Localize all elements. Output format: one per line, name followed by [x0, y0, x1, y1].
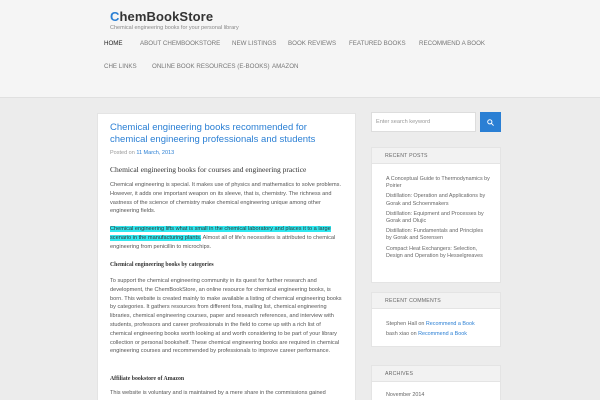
post-title[interactable]: Chemical engineering books recommended for chemical engineering professionals and students — [110, 122, 316, 145]
recent-post-link[interactable]: A Conceptual Guide to Thermodynamics by Poirier — [386, 176, 490, 190]
nav-home[interactable]: HOME — [104, 40, 123, 47]
nav-online-book-resources[interactable]: ONLINE BOOK RESOURCES (E-BOOKS) — [152, 63, 270, 70]
recent-post-link[interactable]: Compact Heat Exchangers: Selection, Design and Operation by Hesselgreaves — [386, 245, 483, 259]
recent-comment: bash xiao on Recommend a Book — [386, 331, 467, 338]
recent-posts-widget — [371, 147, 501, 283]
recent-post-link[interactable]: Distillation: Equipment and Processes by Gorak and Olujic — [386, 210, 484, 225]
nav-che-links[interactable]: CHE LINKS — [104, 63, 137, 70]
search-input[interactable] — [371, 112, 476, 132]
nav-amazon[interactable]: AMAZON — [272, 63, 299, 70]
recent-comments-widget — [371, 292, 501, 347]
highlighted-text: Chemical engineering lifts what is small in the chemical laboratory and places it to a large scenario in the manufacturing plants. — [110, 226, 331, 241]
site-header — [0, 0, 600, 98]
post-heading: Chemical engineering books for courses and engineering practice — [110, 165, 307, 174]
post-paragraph-2-rest: Almost all of life's necessities is attributed to chemical engineering from penicillin to microchips. — [110, 234, 336, 250]
recent-comment: Stephen Hall on Recommend a Book — [386, 321, 475, 327]
search-icon — [487, 119, 494, 126]
recent-post-link[interactable]: Distillation: Operation and Applications by Gorak and Schoenmakers — [386, 193, 486, 207]
post-date-value[interactable]: 11 March, 2013 — [136, 150, 175, 156]
post-paragraph-2 — [110, 225, 344, 251]
archives-widget — [371, 365, 501, 400]
post-date — [110, 150, 174, 156]
nav-book-reviews[interactable]: BOOK REVIEWS — [288, 40, 337, 47]
logo-first-letter[interactable]: C — [110, 9, 120, 24]
section-heading-affiliate: Affiliate bookstore of Amazon — [110, 376, 185, 382]
comment-post-link[interactable]: Recommend a Book — [425, 321, 475, 327]
archives-title: ARCHIVES — [372, 366, 500, 382]
recent-comments-title: RECENT COMMENTS — [372, 293, 500, 309]
nav-new-listings[interactable]: NEW LISTINGS — [232, 40, 277, 47]
nav-featured-books[interactable]: FEATURED BOOKS — [349, 40, 406, 47]
comment-post-link[interactable]: Recommend a Book — [418, 331, 467, 338]
comment-author[interactable]: bash xiao — [386, 331, 410, 338]
recent-posts-title: RECENT POSTS — [372, 148, 500, 164]
site-tagline: Chemical engineering books for your personal library — [110, 25, 239, 31]
nav-recommend-a-book[interactable]: RECOMMEND A BOOK — [419, 40, 486, 47]
search-button[interactable] — [480, 112, 501, 132]
archive-link[interactable]: November 2014 — [386, 392, 425, 398]
post-article — [97, 113, 356, 400]
site-logo[interactable] — [110, 9, 213, 24]
post-date-prefix: Posted on — [110, 150, 135, 156]
post-paragraph-1: Chemical engineering is special. It makes use of physics and mathematics to solve problems. However, it adds one important weapon on its sleeve, that is, chemistry. The richness and vastness of the science of chemistry make chemical engineering unique among other engineering fields. — [110, 182, 342, 215]
post-paragraph-4: This website is voluntary and is maintained by a mere share in the commissions gained — [110, 390, 326, 396]
post-paragraph-3: To support the chemical engineering community in its quest for further research and development, the ChemBookStore, an online resource for chemical engineering books, is born. This website is created mainly to make available a listing of chemical engineering books by categories. It gathers resources from different fora, mailing list, chemical engineering libraries, chemical engineering courses, paper and research references, and interview with students, professors and career professionals in the field to come up with a rich list of chemical engineering books worth looking at and worth considering to be part of your library collection or personal bookshelf. These chemical engineering books are required in chemical engineering courses and recommended by professionals to improve career performance. — [110, 278, 342, 355]
nav-about[interactable]: ABOUT CHEMBOOKSTORE — [140, 40, 221, 47]
recent-post-link[interactable]: Distillation: Fundamentals and Principles by Gorak and Sorensen — [386, 228, 484, 242]
comment-author[interactable]: Stephen Hall — [386, 321, 417, 327]
section-heading-categories: Chemical engineering books by categories — [110, 262, 214, 268]
logo-rest[interactable]: hemBookStore — [119, 9, 214, 24]
